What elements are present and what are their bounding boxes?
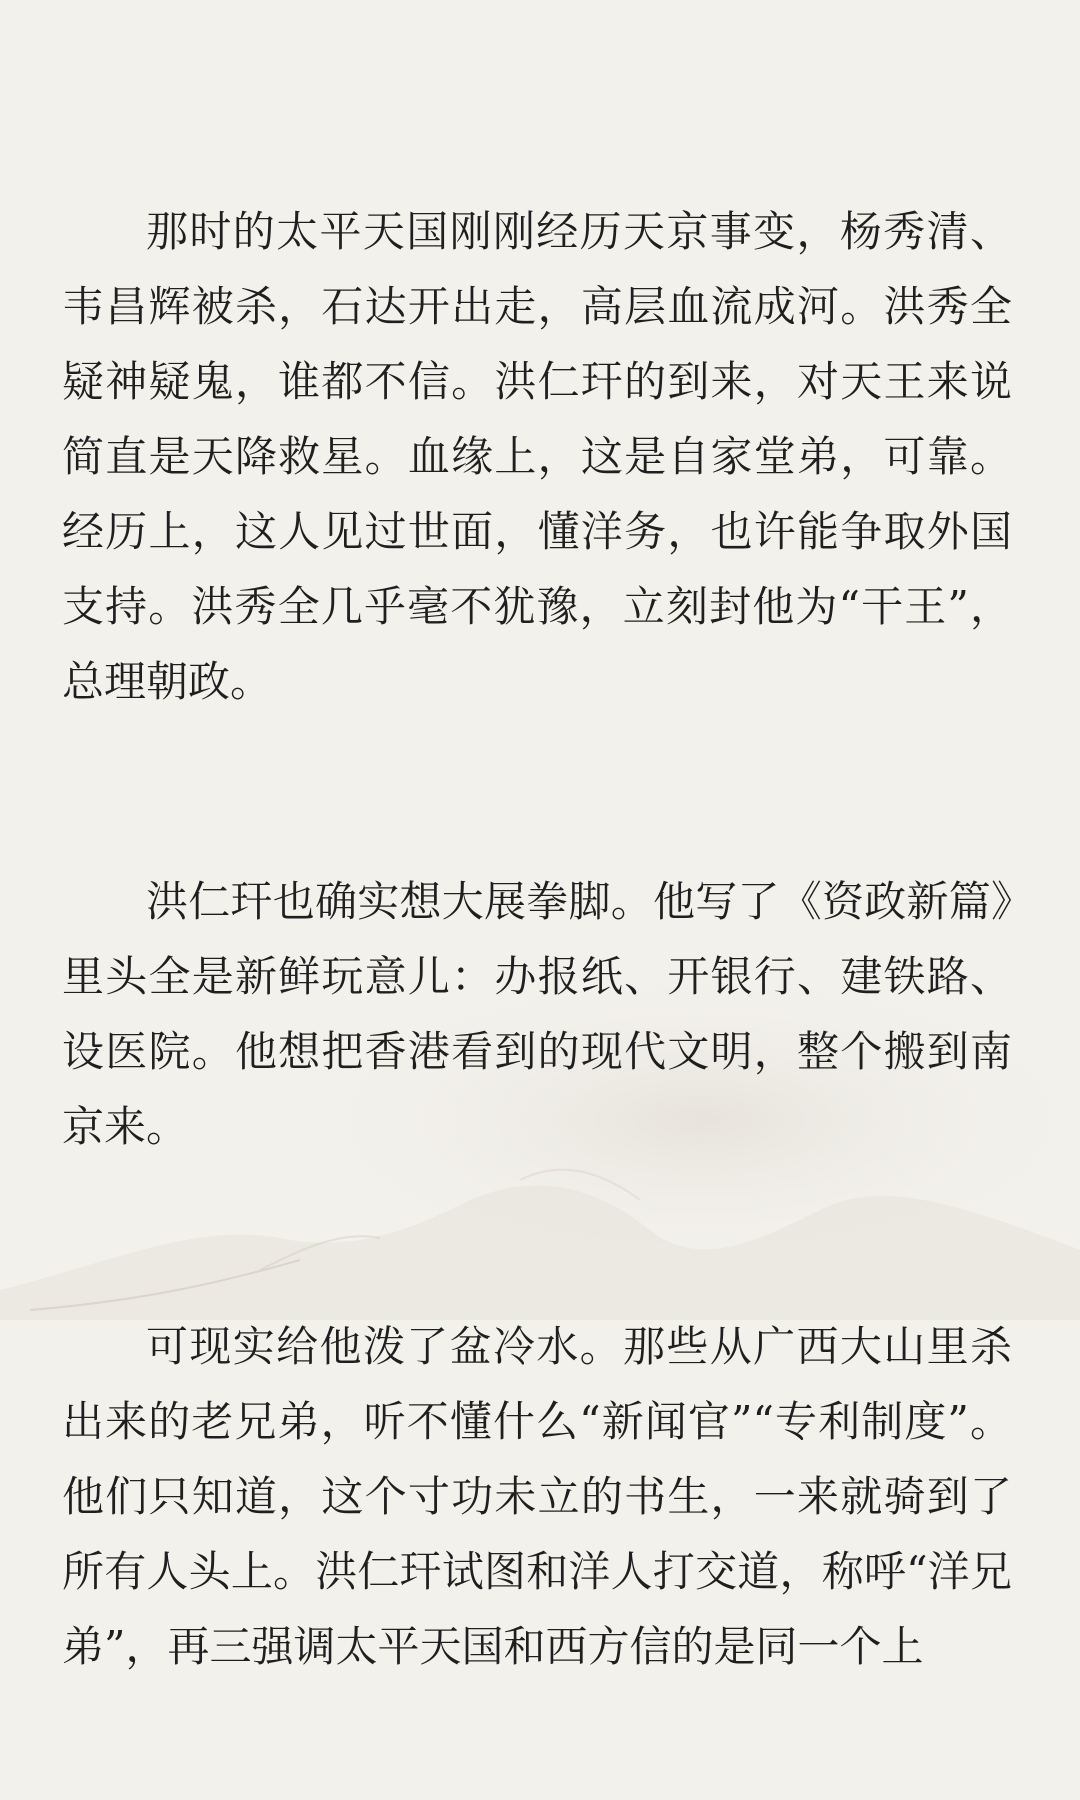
paragraph: 那时的太平天国刚刚经历天京事变，杨秀清、韦昌辉被杀，石达开出走，高层血流成河。洪秀全疑神疑鬼，谁都不信。洪仁玕的到来，对天王来说简直是天降救星。血缘上，这是自家堂弟，可靠。经历上，这人见过世面，懂洋务，也许能争取外国支持。洪秀全几乎毫不犹豫，立刻封他为“干王”，总理朝政。 (62, 207, 1012, 706)
paragraph: 可现实给他泼了盆冷水。那些从广西大山里杀出来的老兄弟，听不懂什么“新闻官”“专利制度”。他们只知道，这个寸功未立的书生，一来就骑到了所有人头上。洪仁玕试图和洋人打交道，称呼“洋兄弟”，再三强调太平天国和西方信的是同一个上 (62, 1322, 1012, 1671)
paragraph: 洪仁玕也确实想大展拳脚。他写了《资政新篇》里头全是新鲜玩意儿：办报纸、开银行、建铁路、设医院。他想把香港看到的现代文明，整个搬到南京来。 (62, 877, 1012, 1151)
article-body (62, 194, 1012, 1684)
